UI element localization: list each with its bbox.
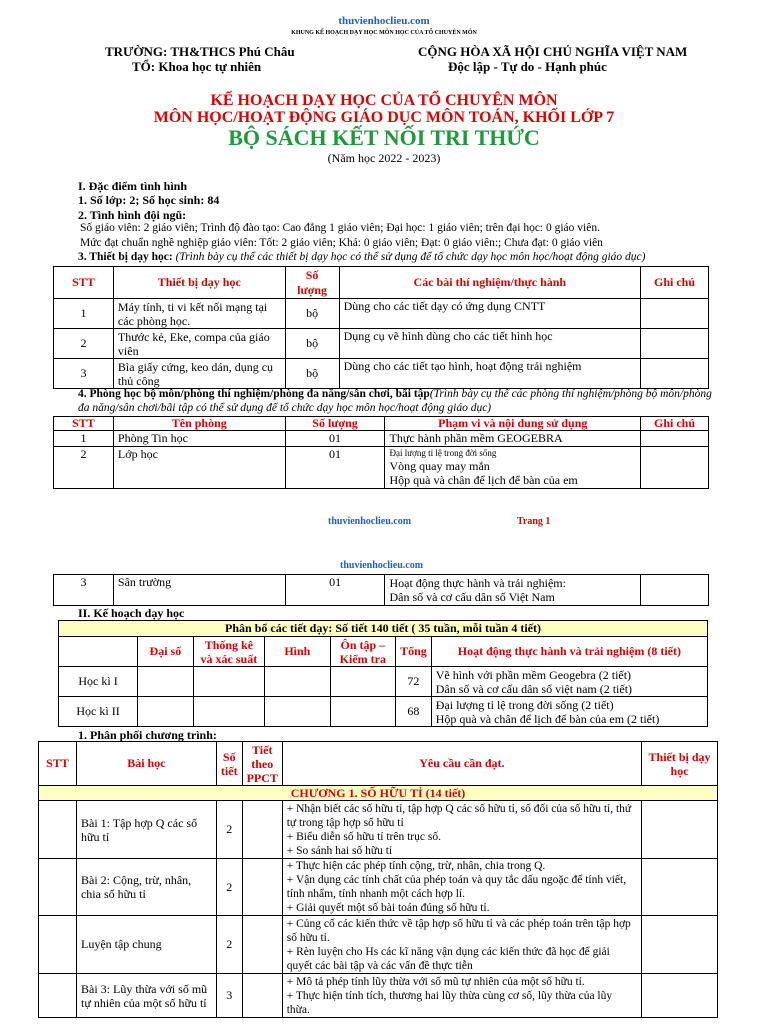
cell-total: 72 (396, 667, 432, 697)
usage-line: Vòng quay may mắn (389, 459, 490, 473)
table-row (39, 916, 718, 974)
group-name: TỔ: Khoa học tự nhiên (132, 59, 262, 74)
equipment-table (53, 266, 709, 389)
cell-geometry (265, 697, 330, 727)
cell-algebra (138, 697, 194, 727)
header-quantity: Số lượng (285, 417, 385, 431)
cell-statistics (193, 697, 264, 727)
header-algebra: Đại số (138, 637, 194, 667)
cell-notes (641, 329, 709, 359)
cell-ppct (242, 974, 282, 1018)
cell-requirements (282, 974, 641, 1018)
subject-title: MÔN HỌC/HOẠT ĐỘNG GIÁO DỤC MÔN TOÁN, KHỐI LỚP 7 (153, 109, 615, 126)
program-heading: 1. Phân phối chương trình: (78, 728, 217, 742)
cell-lesson: Bài 3: Lũy thừa với số mũ tự nhiên của một số hữu tỉ (76, 974, 216, 1018)
school-name: TRƯỜNG: TH&THCS Phú Châu (105, 44, 295, 59)
cell-stt (39, 974, 77, 1018)
cell-lesson: Bài 1: Tập hợp Q các số hữu tỉ (76, 801, 216, 859)
cell-quantity: 01 (285, 431, 385, 447)
cell-review (330, 667, 396, 697)
activity-line: Đại lượng tỉ lệ trong đời sống (2 tiết) (435, 697, 614, 712)
cell-quantity: bộ (285, 359, 339, 389)
header-equipment: Thiết bị dạy học (642, 742, 718, 786)
header-stt: STT (54, 417, 114, 431)
cell-notes (641, 431, 709, 447)
cell-experiments: Dùng cho các tiết dạy có ứng dụng CNTT (339, 299, 640, 329)
cell-statistics (193, 667, 264, 697)
cell-quantity: 01 (285, 447, 385, 489)
cell-experiments: Dùng cho các tiết tạo hình, hoạt động trải nghiệm (339, 359, 640, 389)
cell-stt: 3 (54, 575, 114, 606)
requirement-line: + Vận dụng các tính chất của phép toán và quy tắc dấu ngoặc để tính viết, tính nhẩm, tính nhanh một cách hợp lí. (286, 874, 627, 900)
table-row (54, 447, 709, 489)
table-row (54, 329, 709, 359)
header-device: Thiết bị dạy học (113, 267, 285, 299)
cell-stt (39, 859, 77, 916)
cell-requirements (282, 859, 641, 916)
staff-heading: 2. Tình hình đội ngũ: (78, 208, 187, 222)
header-periods: Số tiết (216, 742, 242, 786)
header-experiments: Các bài thí nghiệm/thực hành (339, 267, 640, 299)
requirement-line: + Thực hiện tính tích, thương hai lũy thừa cùng cơ số, lũy thừa của lũy thừa. (286, 989, 613, 1016)
cell-notes (641, 447, 709, 489)
site-watermark-page2[interactable]: thuvienhoclieu.com (340, 560, 424, 571)
cell-quantity: 01 (285, 575, 385, 606)
header-review: Ôn tập – Kiểm tra (330, 637, 396, 667)
header-lesson: Bài học (76, 742, 216, 786)
cell-device: Máy tính, ti vi kết nối mạng tại các phòng học. (113, 299, 285, 329)
header-requirements: Yêu cầu cần đạt. (282, 742, 641, 786)
cell-equipment (642, 859, 718, 916)
chapter-1-title: CHƯƠNG 1. SỐ HỮU TỈ (14 tiết) (39, 786, 718, 801)
cell-equipment (642, 916, 718, 974)
program-table (38, 741, 718, 1018)
cell-usage: Thực hành phần mềm GEOGEBRA (385, 431, 641, 447)
header-stt: STT (39, 742, 77, 786)
class-count: 1. Số lớp: 2; Số học sinh: 84 (78, 193, 220, 207)
cell-usage (385, 575, 641, 606)
distribution-title: Phân bổ các tiết dạy: Số tiết 140 tiết ( 35 tuần, mỗi tuần 4 tiết) (59, 621, 708, 637)
cell-device: Bìa giấy cứng, keo dán, dụng cụ thủ công (113, 359, 285, 389)
header-usage: Phạm vi và nội dung sử dụng (385, 417, 641, 431)
cell-lesson: Bài 2: Cộng, trừ, nhân, chia số hữu tỉ (76, 859, 216, 916)
usage-line: Hoạt động thực hành và trải nghiệm: (389, 576, 566, 590)
rooms-heading (78, 387, 718, 415)
header-statistics: Thống kê và xác suất (193, 637, 264, 667)
cell-quantity: bộ (285, 299, 339, 329)
table-row (54, 575, 709, 606)
cell-stt (39, 801, 77, 859)
cell-notes (641, 299, 709, 329)
cell-quantity: bộ (285, 329, 339, 359)
school-year: (Năm học 2022 - 2023) (327, 151, 441, 165)
table-row (39, 859, 718, 916)
cell-stt: 3 (54, 359, 114, 389)
section-2-heading: II. Kế hoạch dạy học (78, 606, 185, 620)
cell-activities (431, 667, 707, 697)
cell-semester: Học kì II (59, 697, 138, 727)
cell-equipment (642, 801, 718, 859)
header-notes: Ghi chú (641, 267, 709, 299)
book-title: BỘ SÁCH KẾT NỐI TRI THỨC (228, 125, 540, 150)
cell-stt: 1 (54, 431, 114, 447)
table-row (39, 801, 718, 859)
cell-experiments: Dụng cụ vẽ hình dùng cho các tiết hình học (339, 329, 640, 359)
requirement-line: + Nhận biết các số hữu tỉ, tập hợp Q các số hữu tỉ, số đối của số hữu tỉ, thứ tự trong tập hợp số hữu tỉ (286, 802, 632, 829)
site-watermark-footer[interactable]: thuvienhoclieu.com (328, 516, 412, 527)
header-stt: STT (54, 267, 114, 299)
rooms-table (53, 416, 709, 489)
requirement-line: + Giải quyết một số bài toán đúng số hữu tỉ. (286, 902, 490, 914)
teacher-standard: Mức đạt chuẩn nghề nghiệp giáo viên: Tốt: 2 giáo viên; Khá: 0 giáo viên; Đạt: 0 giáo viên:; Chưa đạt: 0 giáo viên (80, 237, 603, 249)
requirement-line: + Mô tả phép tính lũy thừa với số mũ tự nhiên của một số hữu tỉ. (286, 975, 585, 988)
table-row (54, 299, 709, 329)
table-row (59, 697, 708, 727)
cell-ppct (242, 916, 282, 974)
header-quantity: Số lượng (285, 267, 339, 299)
cell-semester: Học kì I (59, 667, 138, 697)
nation-motto: Độc lập - Tự do - Hạnh phúc (448, 59, 607, 74)
rooms-table-continued (53, 574, 709, 606)
header-ppct: Tiết theo PPCT (242, 742, 282, 786)
requirement-line: + Củng cố các kiến thức về tập hợp số hữu tỉ và các phép toán trên tập hợp số hữu tỉ. (286, 917, 631, 944)
section-1-heading: I. Đặc điểm tình hình (78, 179, 188, 193)
cell-room: Lớp học (113, 447, 285, 489)
distribution-table (58, 620, 708, 727)
table-row (59, 667, 708, 697)
header-notes: Ghi chú (641, 417, 709, 431)
equipment-heading-label: 3. Thiết bị dạy học: (78, 251, 173, 263)
table-row (54, 359, 709, 389)
header-room: Tên phòng (113, 417, 285, 431)
activity-line: Dân số và cơ cấu dân số việt nam (2 tiết) (435, 681, 633, 696)
cell-periods: 2 (216, 859, 242, 916)
cell-geometry (265, 667, 330, 697)
header-activities: Hoạt động thực hành và trải nghiệm (8 tiết) (431, 637, 707, 667)
requirement-line: + So sánh hai số hữu tỉ (286, 844, 393, 857)
cell-device: Thước kẻ, Eke, compa của giáo viên (113, 329, 285, 359)
requirement-line: + Thực hiện các phép tính cộng, trừ, nhân, chia trong Q. (286, 860, 546, 872)
usage-line: Hộp quà và chân để lịch để bàn của em (389, 473, 578, 487)
cell-periods: 2 (216, 801, 242, 859)
page-number: Trang 1 (517, 516, 551, 527)
cell-periods: 2 (216, 916, 242, 974)
usage-line: Đại lượng tỉ lệ trong đời sống (389, 448, 497, 458)
rooms-note: (Trình bày cụ thể các phòng thí nghiệm/phòng bộ môn/phòng đa năng/sân chơi/bãi tập có thể sử dụng để tổ chức dạy học môn học/hoạt động giáo dục) (78, 388, 712, 414)
cell-equipment (642, 974, 718, 1018)
equipment-note: (Trình bày cụ thể các thiết bị dạy học có thể sử dụng để tổ chức dạy học môn học/hoạt động giáo dục) (175, 251, 646, 263)
activity-line: Hộp quà và chân để lịch để bàn của em (2 tiết) (435, 711, 660, 726)
cell-room: Phòng Tin học (113, 431, 285, 447)
cell-stt (39, 916, 77, 974)
cell-ppct (242, 859, 282, 916)
cell-requirements (282, 916, 641, 974)
cell-total: 68 (396, 697, 432, 727)
equipment-heading (78, 251, 645, 263)
header-total: Tổng (396, 637, 432, 667)
cell-lesson: Luyện tập chung (76, 916, 216, 974)
cell-review (330, 697, 396, 727)
plan-title: KẾ HOẠCH DẠY HỌC CỦA TỔ CHUYÊN MÔN (210, 92, 558, 109)
table-row (39, 974, 718, 1018)
header-geometry: Hình (265, 637, 330, 667)
activity-line: Vẽ hình với phần mềm Geogebra (2 tiết) (435, 667, 632, 682)
usage-line: Dân số và cơ cấu dân số Việt Nam (389, 590, 555, 604)
top-title: KHUNG KẾ HOẠCH DẠY HỌC MÔN HỌC CỦA TỔ CHUYÊN MÔN (291, 30, 477, 36)
cell-stt: 2 (54, 329, 114, 359)
nation-title: CỘNG HÒA XÃ HỘI CHỦ NGHĨA VIỆT NAM (418, 44, 688, 59)
site-watermark-top[interactable]: thuvienhoclieu.com (338, 15, 430, 27)
header-blank (59, 637, 138, 667)
cell-activities (431, 697, 707, 727)
cell-stt: 2 (54, 447, 114, 489)
cell-stt: 1 (54, 299, 114, 329)
cell-requirements (282, 801, 641, 859)
cell-algebra (138, 667, 194, 697)
cell-notes (641, 575, 709, 606)
rooms-heading-label: 4. Phòng học bộ môn/phòng thí nghiệm/phòng đa năng/sân chơi, bãi tập (78, 388, 430, 400)
cell-ppct (242, 801, 282, 859)
table-row (54, 431, 709, 447)
cell-usage (385, 447, 641, 489)
cell-periods: 3 (216, 974, 242, 1018)
requirement-line: + Biểu diễn số hữu tỉ trên trục số. (286, 830, 441, 843)
cell-room: Sân trường (113, 575, 285, 606)
cell-notes (641, 359, 709, 389)
requirement-line: + Rèn luyện cho Hs các kĩ năng vận dụng các kiến thức đã học để giải quyết các bài tập và các vấn đề thực tiễn (286, 945, 610, 972)
teacher-info: Số giáo viên: 2 giáo viên; Trình độ đào tạo: Cao đẳng 1 giáo viên; Đại học: 1 giáo viên; trên đại học: 0 giáo viên. (80, 222, 600, 234)
